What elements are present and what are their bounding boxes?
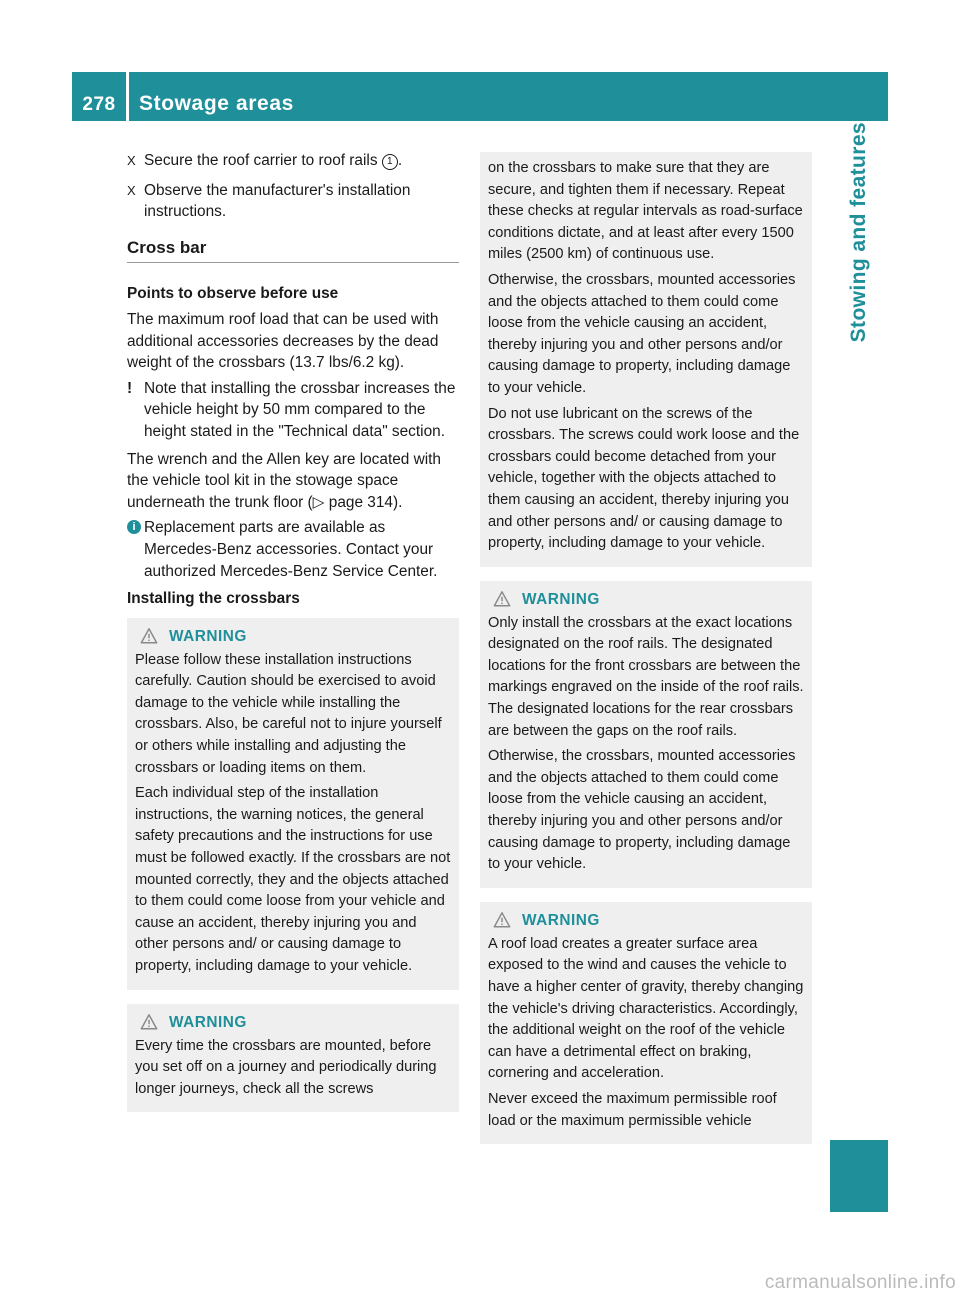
watermark: carmanualsonline.info — [764, 1272, 956, 1293]
page-number: 278 — [82, 94, 116, 115]
bullet-text: Secure the roof carrier to roof rails — [144, 152, 378, 169]
warning-triangle-icon — [493, 590, 511, 608]
warning-text: Do not use lubricant on the screws of the crossbars. The screws could work loose and the crossbars could become detached from your vehicle, together with the objects attached to them causing an accident, thereby injuring you and other persons and/ or causing damage to property, including damage to your vehicle. — [488, 405, 800, 552]
warning-box — [480, 581, 812, 888]
bullet-arrow-icon: X — [127, 182, 136, 198]
warning-box — [127, 1004, 459, 1113]
info-text: Replacement parts are available as Mercedes-Benz accessories. Contact your authorized Mercedes-Benz Service Center. — [144, 519, 438, 580]
warning-text: Only install the crossbars at the exact locations designated on the roof rails. The designated locations for the front crossbars are between the markings engraved on the inside of the roof rails. The designated locations for the rear crossbars are between the gaps on the roof rails. — [488, 614, 804, 739]
header-divider — [126, 72, 129, 121]
warning-triangle-icon — [140, 1013, 158, 1031]
warning-label: WARNING — [169, 1013, 247, 1031]
side-tab-label: Stowing and features — [847, 122, 870, 343]
warning-header — [488, 910, 804, 932]
warning-triangle-icon — [140, 627, 158, 645]
callout-number-icon: 1 — [382, 154, 398, 170]
warning-continuation — [480, 152, 812, 567]
bullet-text: Observe the manufacturer's installation instructions. — [144, 181, 411, 221]
section-title: Cross bar — [127, 237, 459, 264]
warning-text: on the crossbars to make sure that they are secure, and tighten them if necessary. Repeat these checks at regular intervals as road-surface conditions dictate, and at least after every 1500 miles (2500 km) of continuous use. — [488, 160, 803, 263]
warning-triangle-icon — [493, 911, 511, 929]
right-column — [480, 152, 812, 1158]
subheading: Installing the crossbars — [127, 590, 300, 608]
subheading: Points to observe before use — [127, 285, 339, 303]
warning-header — [488, 589, 804, 611]
info-note — [127, 517, 459, 582]
page-title: Stowage areas — [139, 92, 294, 115]
instruction-bullet — [127, 180, 459, 223]
left-column — [127, 150, 459, 1126]
warning-box — [480, 902, 812, 1144]
warning-label: WARNING — [169, 627, 247, 645]
warning-box — [127, 618, 459, 990]
warning-text: Each individual step of the installation instructions, the warning notices, the general safety precautions and the instructions for use must be followed exactly. If the crossbars are not mounted correctly, they and the objects attached to them could come loose from your vehicle and cause an accident, thereby injuring you and other persons and/ or causing damage to property, including damage to your vehicle. — [135, 785, 451, 974]
paragraph: The maximum roof load that can be used with additional accessories decreases by the dead weight of the crossbars (13.7 lbs/6.2 kg). — [127, 310, 439, 372]
tools-text-end: page 314). — [324, 493, 403, 511]
warning-label: WARNING — [522, 911, 600, 929]
warning-text: Never exceed the maximum permissible roof load or the maximum permissible vehicle — [488, 1090, 777, 1129]
side-tab-block — [830, 1140, 888, 1212]
note — [127, 378, 459, 443]
warning-label: WARNING — [522, 590, 600, 608]
warning-text: Otherwise, the crossbars, mounted accessories and the objects attached to them could come loose from the vehicle causing an accident, thereby injuring you and other persons and/or causing damage to property, including damage to your vehicle. — [488, 748, 796, 873]
tools-text: The wrench and the Allen key are located with the vehicle tool kit in the stowage space underneath the trunk floor ( — [127, 450, 441, 511]
warning-text: Please follow these installation instructions carefully. Caution should be exercised to avoid damage to the vehicle while installing the crossbars. Also, be careful not to injure yourself or others while installing and adjusting the crossbars or loading items on them. — [135, 651, 442, 776]
warning-text: Every time the crossbars are mounted, before you set off on a journey and periodically during longer journeys, check all the screws — [135, 1037, 437, 1097]
note-text: Note that installing the crossbar increases the vehicle height by 50 mm compared to the height stated in the "Technical data" section. — [144, 379, 456, 440]
bullet-arrow-icon: X — [127, 153, 136, 168]
warning-text: A roof load creates a greater surface area exposed to the wind and causes the vehicle to have a higher center of gravity, thereby changing the vehicle's driving characteristics. Accordingly, the additional weight on the roof of the vehicle can have a detrimental effect on braking, cornering and acceleration. — [488, 935, 804, 1082]
warning-header — [135, 626, 451, 648]
info-icon: i — [127, 520, 141, 534]
bullet-end: . — [397, 152, 403, 169]
caution-mark-icon: ! — [127, 379, 133, 397]
page-ref-arrow-icon: ▷ — [312, 493, 325, 511]
warning-text: Otherwise, the crossbars, mounted accessories and the objects attached to them could come loose from the vehicle causing an accident, thereby injuring you and other persons and/or causing damage to property, including damage to your vehicle. — [488, 271, 796, 396]
instruction-bullet — [127, 150, 459, 172]
side-tab — [830, 121, 888, 641]
paragraph — [127, 449, 459, 514]
warning-header — [135, 1012, 451, 1034]
